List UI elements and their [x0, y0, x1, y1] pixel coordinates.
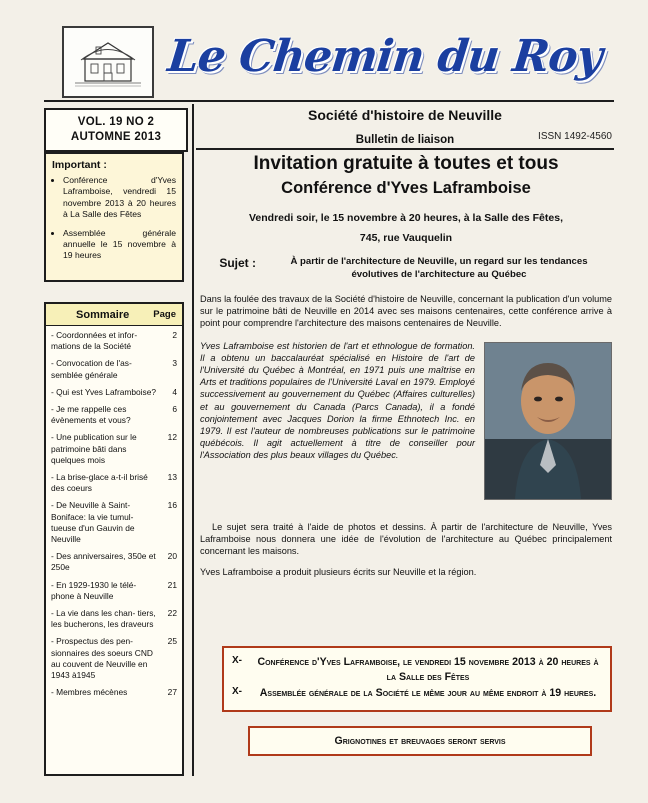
bullet-marker: X-	[232, 686, 242, 697]
sommaire-header	[46, 304, 182, 326]
important-title: Important :	[52, 159, 107, 171]
heritage-house-icon	[62, 26, 154, 98]
list-item[interactable]	[51, 404, 177, 426]
article-subheadline: Conférence d'Yves Laframboise	[281, 179, 531, 197]
toc-label: - En 1929-1930 le télé- phone à Neuville	[51, 579, 137, 601]
toc-label: - Membres mécènes	[51, 687, 128, 698]
after-paragraph-2: Yves Laframboise a produit plusieurs écrits sur Neuville et la région.	[200, 567, 477, 578]
paper-title-wrap	[165, 20, 618, 96]
intro-paragraph: Dans la foulée des travaux de la Société d'histoire de Neuville, concernant la publication d'un volume sur le patrimoine bâti de Neuville en 2014 avec ses maisons centenaires, cette conférence arrive à point pour comprendre l'architecture des maisons centenaires de Neuville.	[200, 294, 612, 329]
list-item[interactable]	[51, 472, 177, 494]
announcement-row	[232, 655, 602, 684]
list-item: • Assemblée générale annuelle le 15 novembre à 19 heures	[63, 228, 176, 262]
page-title: Le Chemin du Roy	[165, 31, 605, 82]
masthead	[40, 24, 612, 96]
announcement-line-1: Conférence d'Yves Laframboise, le vendredi 15 novembre 2013 à 20 heures à la Salle des Fêtes	[257, 656, 599, 683]
sommaire-box	[44, 302, 184, 776]
important-box	[44, 152, 184, 282]
list-item[interactable]	[51, 330, 177, 352]
toc-label: - Qui est Yves Laframboise?	[51, 386, 157, 397]
toc-label: - Je me rappelle ces évènements et vous?	[51, 404, 131, 426]
toc-page: 27	[167, 687, 177, 698]
volume-line2: AUTOMNE 2013	[70, 131, 162, 143]
event-datetime: Vendredi soir, le 15 novembre à 20 heures, à la Salle des Fêtes,	[249, 212, 563, 224]
article-headline: Invitation gratuite à toutes et tous	[253, 153, 559, 174]
toc-page: 12	[167, 432, 177, 443]
toc-label: - De Neuville à Saint- Boniface: la vie tumul- tueuse d'un Gauvin de Neuville	[51, 500, 135, 545]
important-list	[52, 175, 176, 262]
main-article	[200, 152, 612, 578]
subject-label: Sujet :	[219, 256, 256, 270]
toc-page: 13	[167, 472, 177, 483]
list-item: • Conférence d'Yves Laframboise, vendredi 15 novembre 2013 à 20 heures à La Salle des Fêtes	[63, 175, 176, 221]
bulletin-label: Bulletin de liaison	[355, 134, 455, 146]
subject-text: À partir de l'architecture de Neuville, un regard sur les tendances évolutives de l'architecture au Québec	[290, 256, 588, 280]
toc-page: 21	[167, 579, 177, 590]
toc-label: - Une publication sur le patrimoine bâti dans quelques mois	[51, 432, 137, 465]
list-item[interactable]	[51, 551, 177, 573]
list-item[interactable]	[51, 387, 177, 398]
toc-page: 20	[167, 551, 177, 562]
society-name: Société d'histoire de Neuville	[308, 107, 502, 123]
refreshments-box	[248, 726, 592, 756]
toc-label: - Coordonnées et infor- mations de la Société	[51, 330, 138, 352]
toc-page: 6	[172, 404, 177, 415]
divider-vertical	[192, 104, 194, 776]
refreshments-text: Grignotines et breuvages seront servis	[334, 735, 506, 747]
volume-line1: VOL. 19 NO 2	[77, 116, 155, 128]
announcement-box	[222, 646, 612, 712]
list-item[interactable]	[51, 432, 177, 466]
toc-label: - La brise-glace a-t-il brisé des coeurs	[51, 472, 148, 494]
toc-page: 2	[172, 330, 177, 340]
toc-label: - La vie dans les chan- tiers, les bucherons, les draveurs	[51, 608, 156, 630]
list-item[interactable]	[51, 608, 177, 630]
portrait-photo	[484, 342, 612, 500]
toc-page: 25	[167, 636, 177, 647]
toc-page: 16	[167, 500, 177, 511]
list-item[interactable]	[51, 580, 177, 602]
table-of-contents	[46, 326, 182, 698]
announcement-line-2: Assemblée générale de la Société le même jour au même endroit à 19 heures.	[259, 687, 597, 699]
subject-row	[200, 256, 612, 281]
after-paragraph-1: Le sujet sera traité à l'aide de photos et dessins. À partir de l'architecture de Neuville, Yves Laframboise nous donnera une idée de l'évolution de l'architecture au Québec principalement concernant les maisons.	[200, 521, 612, 557]
toc-label: - Convocation de l'as- semblée générale	[51, 358, 132, 380]
event-address: 745, rue Vauquelin	[359, 232, 453, 244]
divider-top	[44, 100, 614, 102]
toc-page: 3	[172, 358, 177, 369]
bulletin-line	[196, 130, 614, 146]
announcement-row	[232, 686, 602, 701]
volume-box	[44, 108, 188, 152]
toc-label: - Des anniversaires, 350e et 250e	[51, 551, 156, 573]
list-item[interactable]	[51, 687, 177, 698]
list-item[interactable]	[51, 500, 177, 545]
bio-section	[200, 340, 612, 512]
bullet-marker: X-	[232, 655, 242, 666]
issn-label: ISSN 1492-4560	[538, 131, 612, 142]
sommaire-page-header: Page	[153, 309, 176, 320]
toc-page: 22	[167, 608, 177, 619]
society-header	[196, 104, 614, 150]
toc-label: - Prospectus des pen- sionnaires des soeurs CND au couvent de Neuville en 1943 à1945	[51, 636, 153, 681]
sommaire-title: Sommaire	[76, 308, 130, 321]
list-item[interactable]	[51, 636, 177, 681]
list-item[interactable]	[51, 358, 177, 380]
bio-paragraph: Yves Laframboise est historien de l'art et ethnologue de formation. Il a obtenu un baccalauréat spécialisé en Histoire de l'art de l'Université du Québec à Montréal, en 1971 puis une maîtrise en Arts et traditions populaires de l'Université Laval en 1979. Employé successivement au gouvernement du Québec (Affaires culturelles) et au gouvernement du Canada (Parcs Canada), il a fondé conjointement avec Jacques Dorion la firme Ethnotech Inc. en 1979. Il est l'auteur de nombreuses publications sur le patrimoine québécois. Il agit actuellement à titre de conseiller pour l'Association des plus beaux villages du Québec.	[200, 340, 475, 461]
toc-page: 4	[172, 386, 177, 397]
